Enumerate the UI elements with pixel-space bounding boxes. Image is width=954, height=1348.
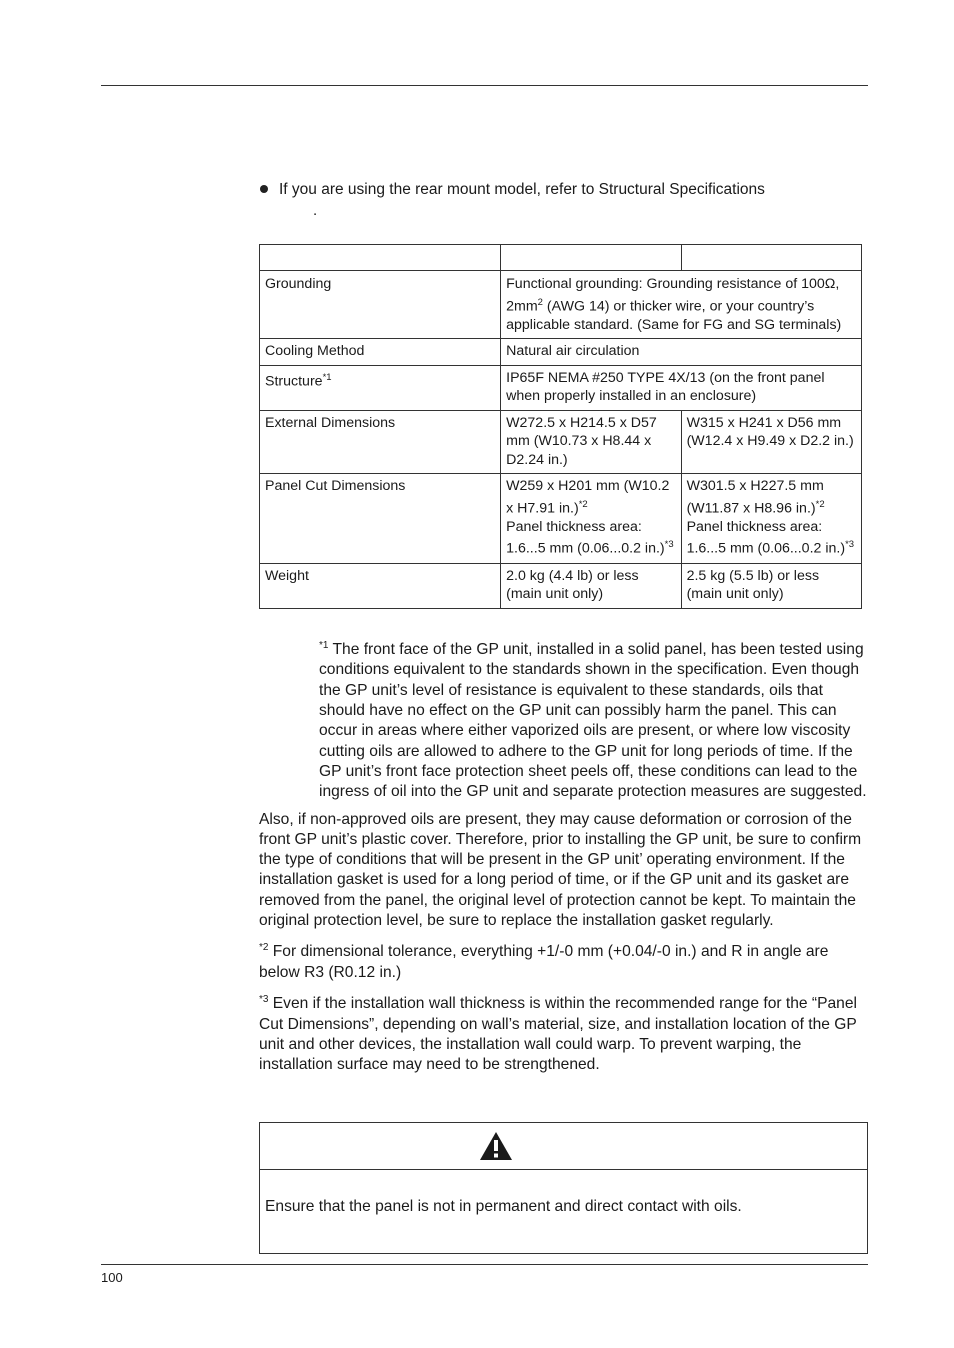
spec-table [259,244,862,609]
row-label: Weight [260,563,501,608]
footnote-ref: *3 [845,539,855,551]
row-value: Natural air circulation [501,339,862,366]
footnote-text: Even if the installation wall thickness is within the recommended range for the “Panel Cut Dimensions”, depending on wall’s material, size, and installation location of the GP unit and other devices, the installation wall could warp. To prevent warping, the installation surface may need to be strengthened. [259,995,857,1074]
row-label: Panel Cut Dimensions [260,474,501,563]
footnote-3 [259,990,867,1075]
page-number: 100 [101,1270,123,1285]
footnotes [259,636,867,1083]
caution-header [260,1123,867,1170]
superscript: 2 [537,296,543,308]
row-value [501,271,862,339]
value-text: W259 x H201 mm (W10.2 x H7.91 in.) [506,478,670,517]
footnote-1-continued: Also, if non-approved oils are present, they may cause deformation or corrosion of the front GP unit’s plastic cover. Therefore, prior to installing the GP unit, be sure to confirm the type of conditions that will be present in the GP unit’ operating environment. If the installation gasket is used for a long period of time, or if the GP unit and its gasket are removed from the panel, the original level of protection cannot be kept. To maintain the original protection level, be sure to replace the installation gasket regularly. [259,810,862,930]
footnote-marker: *2 [259,942,269,954]
label-text: Structure [265,373,323,390]
footnote-marker: *3 [259,994,269,1006]
table-row [260,410,862,474]
footnote-ref: *1 [322,371,332,383]
row-value: W315 x H241 x D56 mm (W12.4 x H9.49 x D2.2 in.) [681,410,861,474]
row-value [501,474,681,563]
table-header-row [260,245,862,271]
value-text: Panel thickness area: 1.6...5 mm (0.06...0.2 in.) [686,518,846,558]
bullet-item [260,180,765,200]
value-text: W301.5 x H227.5 mm (W11.87 x H8.96 in.) [686,478,824,517]
bullet-dot-icon [260,185,268,193]
header-rule [101,85,868,86]
bullet-text: If you are using the rear mount model, refer to Structural Specifications [279,181,765,198]
table-header-cell [681,245,861,271]
row-value: W272.5 x H214.5 x D57 mm (W10.73 x H8.44 x D2.24 in.) [501,410,681,474]
footnote-ref: *2 [578,498,588,510]
table-row [260,339,862,366]
row-value: IP65F NEMA #250 TYPE 4X/13 (on the front panel when properly installed in an enclosure) [501,365,862,410]
footnote-text: For dimensional tolerance, everything +1/-0 mm (+0.04/-0 in.) and R in angle are below R3 (R0.12 in.) [259,943,829,981]
value-text: Functional grounding: Grounding resistance of 100Ω, [506,276,840,292]
row-value: 2.0 kg (4.4 lb) or less (main unit only) [501,563,681,608]
table-row [260,563,862,608]
footnote-1 [259,636,867,803]
table-row [260,271,862,339]
caution-box [259,1122,868,1254]
row-label: External Dimensions [260,410,501,474]
footnote-text: The front face of the GP unit, installed in a solid panel, has been tested using conditions equivalent to the standards shown in the specification. Even though the GP unit’s level of resistance is equivalent to these standards, oils that should have no effect on the GP unit can possibly harm the panel. This can occur in areas where either vaporized oils are present, or where low viscosity cutting oils are allowed to adhere to the GP unit for long periods of time. If the GP unit’s front face protection sheet peels off, these conditions can lead to the ingress of oil into the GP unit and separate protection measures are suggested. [319,641,867,801]
footnote-2 [259,938,867,983]
value-text: (AWG 14) or thicker wire, or your country’s applicable standard. (Same for FG and SG terminals) [506,298,842,333]
value-text: Panel thickness area: 1.6...5 mm (0.06...0.2 in.) [506,518,665,558]
value-text: 2mm [506,298,538,315]
footer-rule [101,1264,868,1265]
warning-triangle-icon [479,1131,513,1161]
row-label [260,365,501,410]
table-row [260,474,862,563]
row-value [681,474,861,563]
caution-text: Ensure that the panel is not in permanent and direct contact with oils. [265,1198,742,1215]
bullet-tail: . [313,202,318,219]
row-value: 2.5 kg (5.5 lb) or less (main unit only) [681,563,861,608]
row-label: Grounding [260,271,501,339]
table-header-cell [501,245,681,271]
footnote-ref: *3 [664,539,674,551]
row-label: Cooling Method [260,339,501,366]
table-header-cell [260,245,501,271]
footnote-ref: *2 [815,498,825,510]
footnote-marker: *1 [319,640,329,651]
table-row [260,365,862,410]
